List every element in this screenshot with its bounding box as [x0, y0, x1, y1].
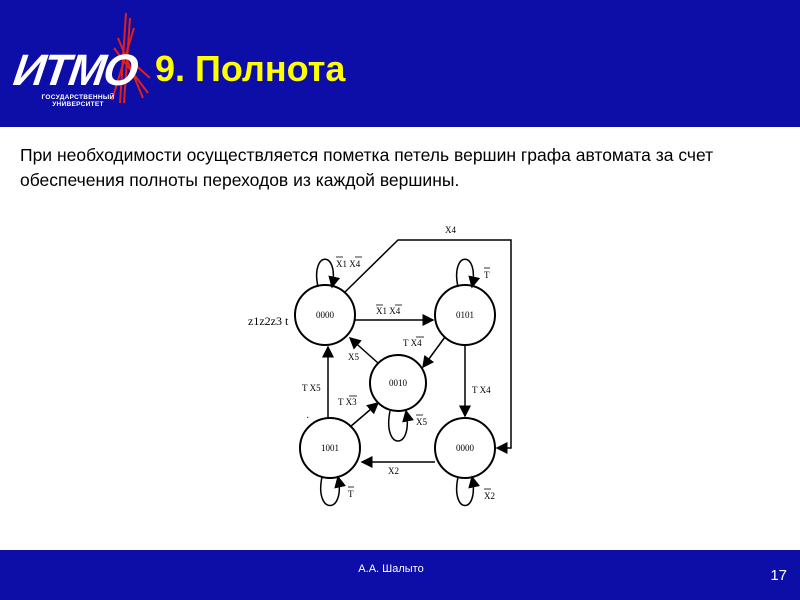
state-0000-bottom [435, 418, 495, 478]
header-divider [0, 127, 800, 130]
svg-text:1001: 1001 [321, 443, 339, 453]
outputs-label: z1z2z3 t [248, 314, 289, 328]
label-x4-top: X4 [445, 225, 456, 235]
state-0010 [370, 355, 426, 411]
itmo-logo [8, 8, 158, 108]
edge-0101-to-0010 [423, 337, 445, 367]
svg-text:0101: 0101 [456, 310, 474, 320]
label-t-x4: T X4 [403, 338, 422, 348]
loop-0101 [457, 259, 474, 287]
label-x2-bottom: X2 [388, 466, 399, 476]
slide-title: 9. Полнота [155, 48, 346, 89]
loop-0000-top [317, 259, 334, 287]
label-t-x4-right: T X4 [472, 385, 491, 395]
loop-label-0000-top: X1 X4 [336, 259, 361, 269]
logo-wordmark: ИТМО [10, 46, 140, 95]
dot-mark: · [306, 413, 310, 424]
logo-subtitle: ГОСУДАРСТВЕННЫЙ УНИВЕРСИТЕТ [41, 94, 115, 108]
state-0000-top [295, 285, 355, 345]
loop-label-0000-bottom: X2 [484, 491, 495, 501]
loop-1001 [321, 477, 340, 506]
slide-body-text: При необходимости осуществляется пометка петель вершин графа автомата за счет обеспечения полноты переходов из каждой вершины. [20, 145, 714, 190]
label-t-x5: T X5 [302, 383, 321, 393]
footer-bar [0, 550, 800, 600]
label-t-x3: T X3 [338, 397, 357, 407]
loop-label-0010: X5 [416, 417, 427, 427]
page-number: 17 [770, 567, 787, 584]
label-x1-x4: X1 X4 [376, 306, 401, 316]
label-x5: X5 [348, 352, 359, 362]
loop-label-1001: T [348, 489, 354, 499]
loop-0010 [389, 411, 408, 441]
author-name: А.А. Шалыто [358, 563, 424, 575]
footer-divider [0, 547, 800, 549]
loop-label-0101: T [484, 270, 490, 280]
svg-text:0000: 0000 [316, 310, 334, 320]
svg-text:0010: 0010 [389, 378, 407, 388]
svg-text:0000: 0000 [456, 443, 474, 453]
loop-0000-bottom [457, 477, 474, 506]
state-0101 [435, 285, 495, 345]
state-diagram [240, 215, 570, 525]
